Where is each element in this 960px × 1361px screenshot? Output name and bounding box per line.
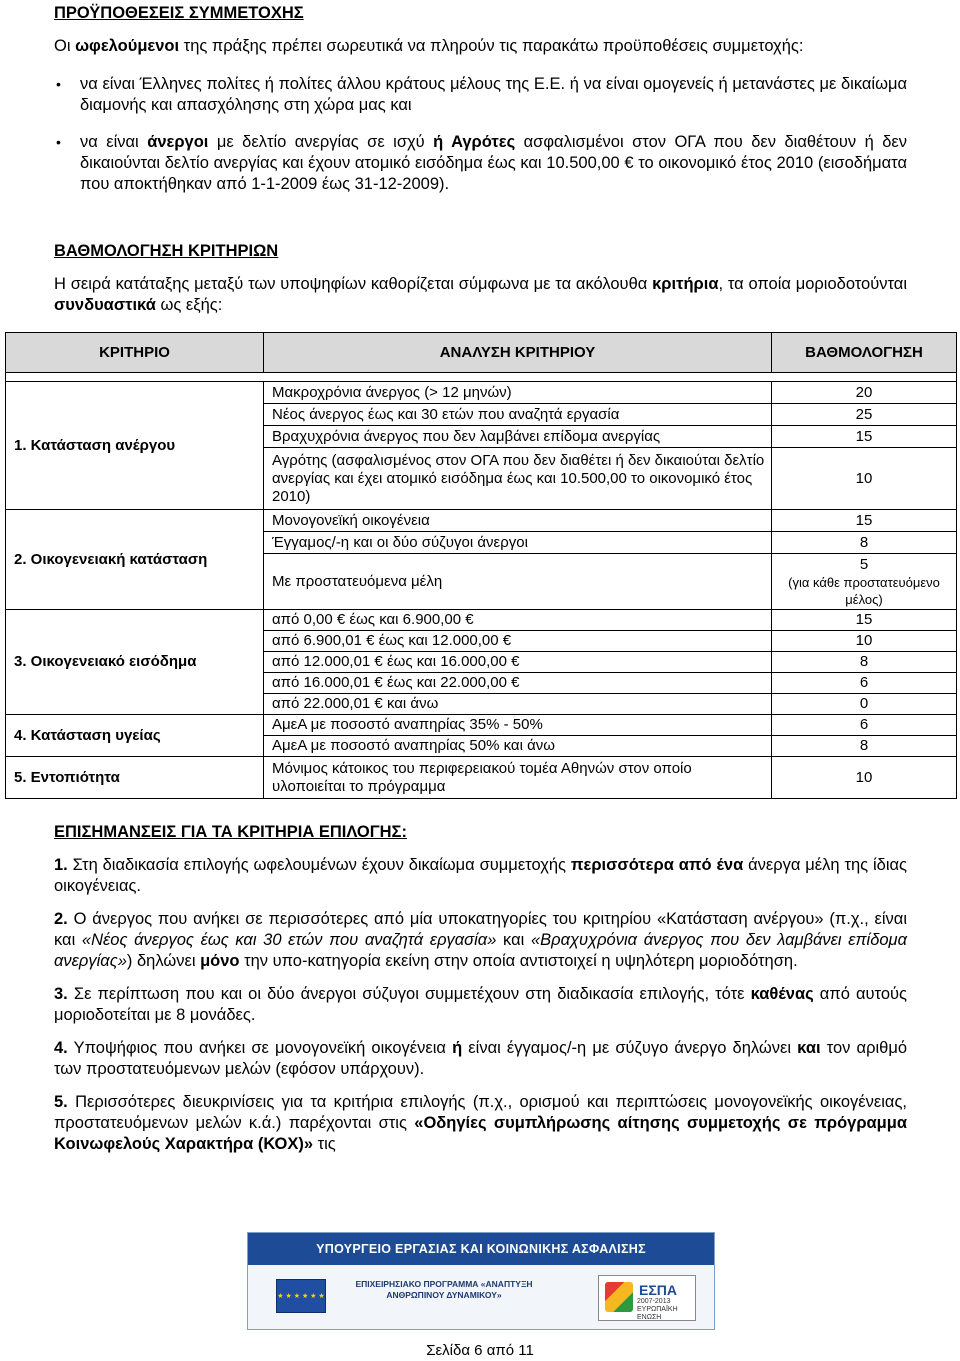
note-3: 3. Σε περίπτωση που και οι δύο άνεργοι σύζυγοι συμμετέχουν στη διαδικασία επιλογής, τότε καθένας από αυτούς μοριοδοτείται με 8 μονάδες. — [54, 985, 907, 1024]
prerequisites-section — [54, 3, 907, 195]
note-1: 1. Στη διαδικασία επιλογής ωφελουμένων έχουν δικαίωμα συμμετοχής περισσότερα από ένα άνεργα μέλη της ίδιας οικογένειας. — [54, 856, 907, 895]
criterion-family-income: 3. Οικογενειακό εισόδημα — [6, 610, 264, 715]
banner-logos — [248, 1265, 714, 1329]
espa-logo — [598, 1275, 696, 1321]
espa-wordmark: ΕΣΠΑ — [639, 1282, 677, 1298]
criterion-family-status: 2. Οικογενειακή κατάσταση — [6, 510, 264, 610]
prerequisites-heading: ΠΡΟΫΠΟΘΕΣΕΙΣ ΣΥΜΜΕΤΟΧΗΣ — [54, 4, 304, 22]
table-row: ΑμεΑ με ποσοστό αναπηρίας 50% και άνω 8 — [6, 736, 957, 757]
scoring-heading: ΒΑΘΜΟΛΟΓΗΣΗ ΚΡΙΤΗΡΙΩΝ — [54, 242, 279, 260]
table-row: από 12.000,01 € έως και 16.000,00 € 8 — [6, 652, 957, 673]
espa-mark-icon — [605, 1282, 633, 1312]
table-row: 4. Κατάσταση υγείας ΑμεΑ με ποσοστό αναπηρίας 35% - 50% 6 — [6, 715, 957, 736]
banner-title: ΥΠΟΥΡΓΕΙΟ ΕΡΓΑΣΙΑΣ ΚΑΙ ΚΟΙΝΩΝΙΚΗΣ ΑΣΦΑΛΙΣΗΣ — [248, 1233, 714, 1265]
ministry-banner — [247, 1232, 715, 1330]
list-item: • να είναι Έλληνες πολίτες ή πολίτες άλλου κράτους μέλους της Ε.Ε. ή να είναι ομογενείς ή μετανάστες με δικαίωμα διαμονής και απασχόλησης στη χώρα μας και — [54, 74, 907, 116]
table-row: Αγρότης (ασφαλισμένος στον ΟΓΑ που δεν διαθέτει ή δεν δικαιούται δελτίο ανεργίας και έχει ατομικό εισόδημα έως και 10.500,00 το οικονομικό έτος 2010) 10 — [6, 448, 957, 510]
column-header-criterion: ΚΡΙΤΗΡΙΟ — [6, 333, 264, 373]
table-row: Βραχυχρόνια άνεργος που δεν λαμβάνει επίδομα ανεργίας 15 — [6, 426, 957, 448]
table-row: 2. Οικογενειακή κατάσταση Μονογονεϊκή οικογένεια 15 — [6, 510, 957, 532]
scoring-section — [54, 241, 907, 316]
criterion-health-status: 4. Κατάσταση υγείας — [6, 715, 264, 757]
page-number: Σελίδα 6 από 11 — [426, 1342, 534, 1359]
note-2: 2. Ο άνεργος που ανήκει σε περισσότερες από μία υποκατηγορίες του κριτηρίου «Κατάσταση ανέργου» (π.χ., είναι και «Νέος άνεργος έως και 30 ετών που αναζητά εργασία» και «Βραχυχρόνια άνεργος που δεν λαμβάνει επίδομα ανεργίας») δηλώνει μόνο την υπο-κατηγορία εκείνη στην οποία αντιστοιχεί η υψηλότερη μοριοδότηση. — [54, 910, 908, 970]
table-row: 5. Εντοπιότητα Μόνιμος κάτοικος του περιφερειακού τομέα Αθηνών στον οποίο υλοποιείται το πρόγραμμα 10 — [6, 757, 957, 799]
program-name: ΕΠΙΧΕΙΡΗΣΙΑΚΟ ΠΡΟΓΡΑΜΜΑ «ΑΝΑΠΤΥΞΗ ΑΝΘΡΩΠΙΝΟΥ ΔΥΝΑΜΙΚΟΥ» — [355, 1279, 533, 1300]
criteria-table — [5, 332, 957, 799]
table-row: από 22.000,01 € και άνω 0 — [6, 694, 957, 715]
table-header-row — [6, 333, 957, 373]
espa-subtitle: 2007-2013 ΕΥΡΩΠΑΪΚΗ ΕΝΩΣΗ — [637, 1298, 678, 1321]
note-4: 4. Υποψήφιος που ανήκει σε μονογονεϊκή οικογένεια ή είναι έγγαμος/-η με σύζυγο άνεργο δηλώνει και τον αριθμό των προστατευόμενων μελών (εφόσον υπάρχουν). — [54, 1039, 908, 1078]
table-row: Νέος άνεργος έως και 30 ετών που αναζητά εργασία 25 — [6, 404, 957, 426]
note-5: 5. Περισσότερες διευκρινίσεις για τα κριτήρια επιλογής (π.χ., ορισμού και περιπτώσεις μονογονεϊκής οικογένειας, προστατευόμενων μελών κ.ά.) παρέχονται στις «Οδηγίες συμπλήρωσης αίτησης συμμετοχής σε πρόγραμμα Κοινωφελούς Χαρακτήρα (ΚΟΧ)» τις — [54, 1093, 908, 1153]
criterion-unemployment: 1. Κατάσταση ανέργου — [6, 382, 264, 510]
table-row: Έγγαμος/-η και οι δύο σύζυγοι άνεργοι 8 — [6, 532, 957, 554]
prerequisites-intro: Οι ωφελούμενοι της πράξης πρέπει σωρευτικά να πληρούν τις παρακάτω προϋποθέσεις συμμετοχής: — [54, 37, 804, 55]
column-header-analysis: ΑΝΑΛΥΣΗ ΚΡΙΤΗΡΙΟΥ — [264, 333, 772, 373]
eu-flag-icon — [276, 1279, 326, 1313]
table-row: Με προστατευόμενα μέλη 5 (για κάθε προστατευόμενο μέλος) — [6, 554, 957, 610]
prerequisites-list — [54, 74, 907, 195]
table-row: από 16.000,01 € έως και 22.000,00 € 6 — [6, 673, 957, 694]
criterion-locality: 5. Εντοπιότητα — [6, 757, 264, 799]
list-item: • να είναι άνεργοι με δελτίο ανεργίας σε ισχύ ή Αγρότες ασφαλισμένοι στον ΟΓΑ που δεν διαθέτουν ή δεν δικαιούνται δελτίο ανεργίας και έχουν ατομικό εισόδημα έως και 10.500,00 € το οικονομικό έτος 2010 (εισοδήματα που αποκτήθηκαν από 1-1-2009 έως 31-12-2009). — [54, 132, 907, 195]
table-row: 3. Οικογενειακό εισόδημα από 0,00 € έως και 6.900,00 € 15 — [6, 610, 957, 631]
eu-stars-icon: ★ ★ ★ ★ ★ ★ — [277, 1292, 325, 1300]
table-row: 1. Κατάσταση ανέργου Μακροχρόνια άνεργος (> 12 μηνών) 20 — [6, 382, 957, 404]
column-header-score: ΒΑΘΜΟΛΟΓΗΣΗ — [772, 333, 957, 373]
table-row: από 6.900,01 € έως και 12.000,00 € 10 — [6, 631, 957, 652]
scoring-intro: Η σειρά κατάταξης μεταξύ των υποψηφίων καθορίζεται σύμφωνα με τα ακόλουθα κριτήρια, τα οποία μοριοδοτούνται συνδυαστικά ως εξής: — [54, 275, 907, 314]
notes-section — [54, 822, 907, 1155]
notes-heading: ΕΠΙΣΗΜΑΝΣΕΙΣ ΓΙΑ ΤΑ ΚΡΙΤΗΡΙΑ ΕΠΙΛΟΓΗΣ: — [54, 823, 407, 841]
